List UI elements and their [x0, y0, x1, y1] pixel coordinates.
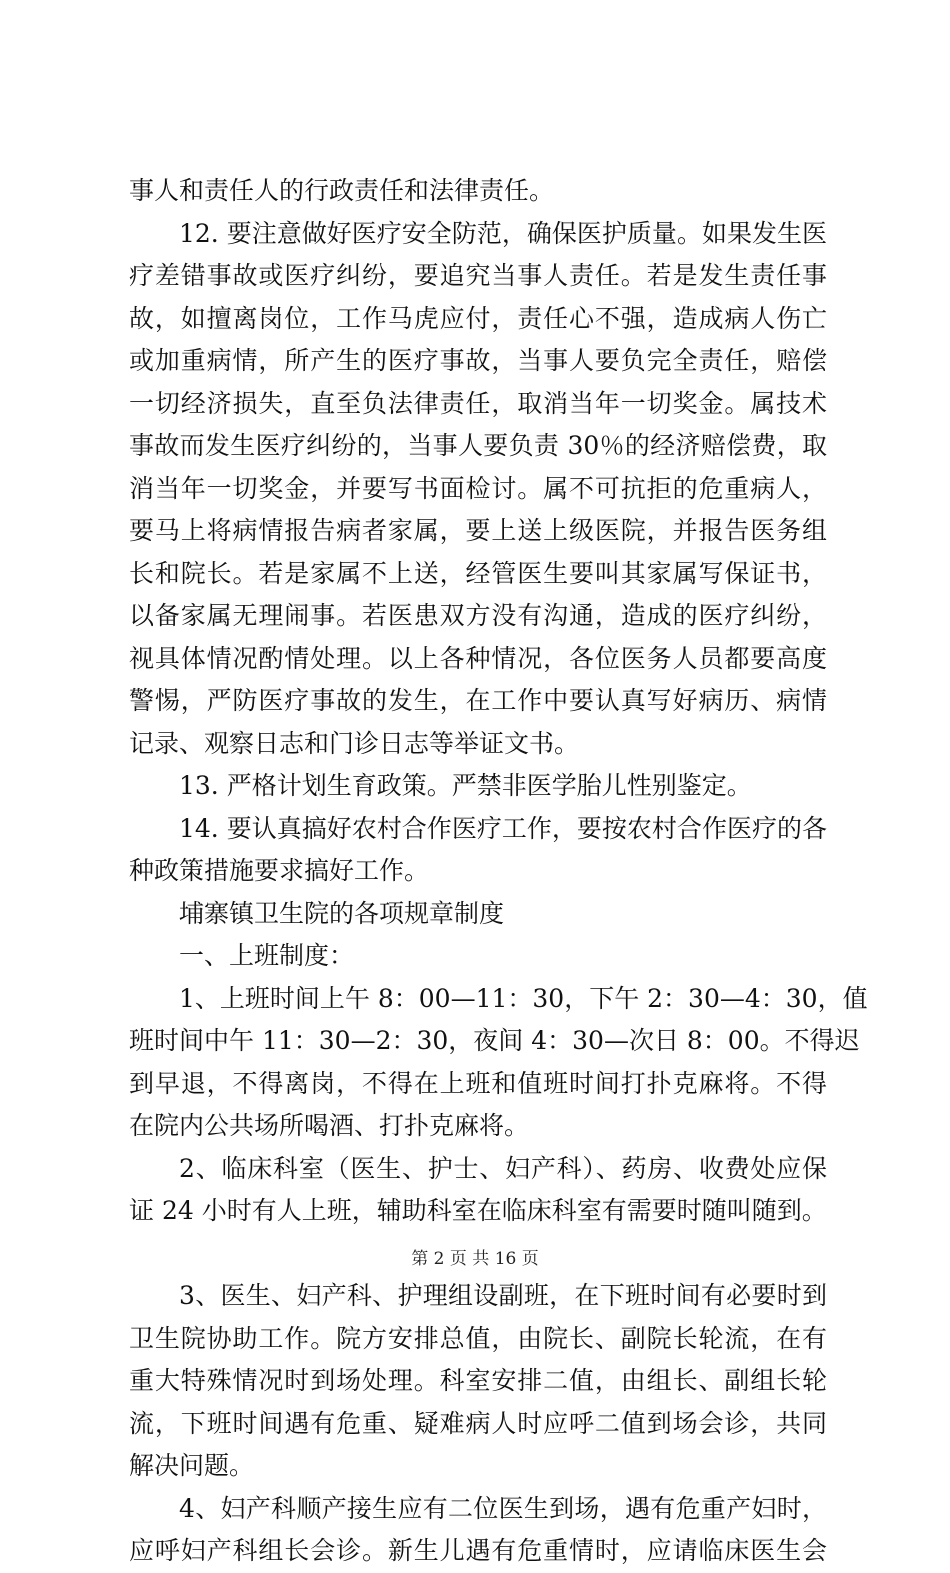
text-line: 证 24 小时有人上班，辅助科室在临床科室有需要时随叫随到。: [129, 1196, 827, 1225]
text-line: 种政策措施要求搞好工作。: [129, 856, 430, 885]
text-line: 14. 要认真搞好农村合作医疗工作，要按农村合作医疗的各: [179, 813, 827, 843]
text-line: 重大特殊情况时到场处理。科室安排二值，由组长、副组长轮: [129, 1366, 827, 1395]
text-line: 班时间中午 11：30—2：30，夜间 4：30—次日 8：00。不得迟: [129, 1026, 860, 1055]
text-line: 长和院长。若是家属不上送，经管医生要叫其家属写保证书，: [129, 558, 827, 588]
text-line: 到早退，不得离岗，不得在上班和值班时间打扑克麻将。不得: [129, 1068, 827, 1098]
text-line: 流，下班时间遇有危重、疑难病人时应呼二值到场会诊，共同: [129, 1408, 827, 1438]
text-line: 卫生院协助工作。院方安排总值，由院长、副院长轮流，在有: [129, 1323, 827, 1353]
text-line: 疗差错事故或医疗纠纷，要追究当事人责任。若是发生责任事: [129, 261, 827, 290]
text-line: 视具体情况酌情处理。以上各种情况，各位医务人员都要高度: [129, 643, 827, 673]
text-line: 以备家属无理闹事。若医患双方没有沟通，造成的医疗纠纷，: [129, 601, 827, 630]
text-line: 埔寨镇卫生院的各项规章制度: [179, 898, 505, 928]
text-line: 4、妇产科顺产接生应有二位医生到场，遇有危重产妇时，: [179, 1493, 827, 1523]
text-line: 解决问题。: [129, 1451, 255, 1480]
text-line: 12. 要注意做好医疗安全防范，确保医护质量。如果发生医: [179, 218, 827, 248]
text-line: 应呼妇产科组长会诊。新生儿遇有危重情时，应请临床医生会: [129, 1536, 827, 1565]
text-line: 或加重病情，所产生的医疗事故，当事人要负完全责任，赔偿: [129, 346, 827, 375]
text-line: 消当年一切奖金，并要写书面检讨。属不可抗拒的危重病人，: [129, 473, 827, 503]
text-line: 2、临床科室（医生、护士、妇产科）、药房、收费处应保: [179, 1153, 827, 1183]
text-line: 要马上将病情报告病者家属，要上送上级医院，并报告医务组: [129, 516, 827, 545]
text-line: 警惕，严防医疗事故的发生，在工作中要认真写好病历、病情: [129, 686, 827, 715]
text-line: 13. 严格计划生育政策。严禁非医学胎儿性别鉴定。: [179, 771, 752, 800]
text-line: 事人和责任人的行政责任和法律责任。: [129, 176, 555, 205]
text-line: 一、上班制度：: [179, 941, 355, 970]
text-line: 一切经济损失，直至负法律责任，取消当年一切奖金。属技术: [129, 388, 827, 418]
page-footer: 第 2 页 共 16 页: [411, 1249, 539, 1269]
text-line: 记录、观察日志和门诊日志等举证文书。: [129, 728, 580, 758]
text-line: 故，如擅离岗位，工作马虎应付，责任心不强，造成病人伤亡: [129, 303, 827, 333]
document-body: [129, 170, 868, 1573]
text-line: 3、医生、妇产科、护理组设副班，在下班时间有必要时到: [179, 1281, 827, 1310]
text-line: 1、上班时间上午 8：00—11：30，下午 2：30—4：30，值: [179, 983, 868, 1013]
text-line: 事故而发生医疗纠纷的，当事人要负责 30％的经济赔偿费，取: [129, 431, 827, 460]
text-line: 在院内公共场所喝酒、打扑克麻将。: [129, 1111, 530, 1140]
